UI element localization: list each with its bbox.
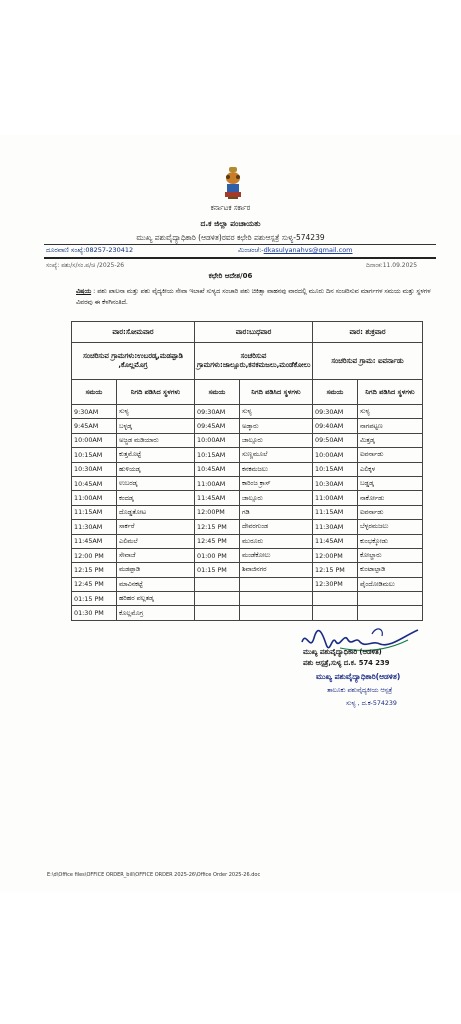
place-cell: ಸಾರ್ಕರೆ — [117, 520, 195, 534]
seal-hospital: ತಾಲೂಕು ಪಶುವೈದ್ಯಕೀಯ ಆಸ್ಪತ್ರೆ — [327, 687, 393, 694]
time-cell: 11:15AM — [72, 505, 117, 519]
time-cell: 10:45AM — [195, 462, 240, 476]
place-cell: ಬಳ್ಳಡ್ಕ — [117, 419, 195, 433]
place-cell: ಹುಳಿಯಡ್ಕ — [117, 462, 195, 476]
place-cell — [240, 606, 313, 620]
time-cell: 01:30 PM — [72, 606, 117, 620]
schedule-row — [72, 491, 423, 505]
time-cell: 10:00AM — [72, 433, 117, 447]
place-cell: ಗಡಿ — [240, 505, 313, 519]
place-cell: ಐವರ್ನಾಡು — [358, 505, 423, 519]
file-path-footer: E:\d\Office files\OFFICE ORDER_bill\OFFICE ORDER 2025-26\Office Order 2025-26.doc — [47, 872, 261, 878]
time-cell: 10:45AM — [72, 476, 117, 490]
schedule-row — [72, 405, 423, 419]
time-cell: 11:00AM — [72, 491, 117, 505]
place-cell: ಕುಂಭಕ್ಕೋಡು — [358, 534, 423, 548]
schedule-row — [72, 606, 423, 620]
schedule-row — [72, 448, 423, 462]
villages-friday: ಸಂಚರಿಸುವ ಗ್ರಾಮ: ಐವರ್ನಾಡು — [313, 343, 423, 380]
signatory-address: ಪಶು ಆಸ್ಪತ್ರೆ,ಸುಳ್ಯ ದ.ಕ. 574 239 — [303, 659, 390, 667]
time-cell: 09:30AM — [313, 405, 358, 419]
place-cell: ಸುಣ್ಣಮೂಲೆ — [240, 448, 313, 462]
time-cell: 10:30AM — [313, 476, 358, 490]
place-cell: ಜಾಲ್ಸೂರು — [240, 433, 313, 447]
time-cell: 12:00PM — [195, 505, 240, 519]
day-monday: ವಾರ:ಸೋಮವಾರ — [72, 322, 195, 343]
place-cell: ಹರಿಹರ ಪಲ್ಲತಡ್ಕ — [117, 592, 195, 606]
time-cell: 9:30AM — [72, 405, 117, 419]
schedule-row — [72, 419, 423, 433]
time-cell: 12:00PM — [313, 548, 358, 562]
email-label: ಮಿಂಚಂಚೆ:- — [238, 246, 264, 254]
order-title: ಕಛೇರಿ ಆದೇಶ/06 — [208, 272, 253, 280]
time-cell: 09:50AM — [313, 433, 358, 447]
header-rule — [44, 257, 436, 259]
col-time: ಸಮಯ — [313, 380, 358, 405]
time-cell: 10:30AM — [72, 462, 117, 476]
col-place: ನಿಗದಿ ಪಡಿಸಿದ ಸ್ಥಳಗಳು — [240, 380, 313, 405]
time-cell: 11:45AM — [72, 534, 117, 548]
time-cell: 09:30AM — [195, 405, 240, 419]
place-cell: ಕನಕಮಜಲು — [240, 462, 313, 476]
place-cell: ಉಬರಡ್ಕ — [117, 476, 195, 490]
schedule-row — [72, 548, 423, 562]
place-cell: ನಾಗಪಟ್ಟಣ — [358, 419, 423, 433]
villages-wednesday: ಸಂಚರಿಸುವ ಗ್ರಾಮಗಳು:ಜಾಲ್ಸೂರು,ಕನಕಮಜಲು,ಮಂಡೆಕೋಲು — [195, 343, 313, 380]
time-cell: 12:00 PM — [72, 548, 117, 562]
time-cell — [313, 606, 358, 620]
schedule-body — [72, 405, 423, 621]
time-cell: 12:45 PM — [72, 577, 117, 591]
schedule-row — [72, 577, 423, 591]
place-cell: ಬಡ್ಡಡ್ಕ — [358, 476, 423, 490]
place-cell: ಅಜ್ಜಡ ಮಡಿಯಾರು — [117, 433, 195, 447]
time-cell: 12:30PM — [313, 577, 358, 591]
time-cell: 9:45AM — [72, 419, 117, 433]
phone-number: 08257-230412 — [85, 246, 134, 254]
place-cell: ದೇವರಗುಂಡ — [240, 520, 313, 534]
time-cell — [313, 592, 358, 606]
reference-number: ಸಂಖ್ಯೆ: ಪಶು/ಸ/ಸಂ.ಪ/ಚಿ /2025-26 — [46, 262, 125, 269]
order-date: ದಿನಾಂಕ:11.09.2025 — [366, 262, 418, 269]
time-cell: 12:15 PM — [195, 520, 240, 534]
place-cell: ಮಿತ್ತಡ್ಕ — [358, 433, 423, 447]
place-cell: ಎಲಿಕ್ಕಳ — [358, 462, 423, 476]
time-cell: 12:45 PM — [195, 534, 240, 548]
place-cell: ಜಾಲ್ಸೂರು — [240, 491, 313, 505]
place-cell: ಸುಳ್ಯ — [240, 405, 313, 419]
time-cell: 01:00 PM — [195, 548, 240, 562]
place-cell: ದೊಡ್ಡತೋಟ — [117, 505, 195, 519]
time-cell: 01:15 PM — [195, 563, 240, 577]
place-cell: ಸುಳ್ಯ — [117, 405, 195, 419]
schedule-row — [72, 433, 423, 447]
time-cell: 11:45AM — [313, 534, 358, 548]
district-panchayat: ದ.ಕ ಜಿಲ್ಲಾ ಪಂಚಾಯತು — [200, 219, 261, 228]
schedule-row — [72, 520, 423, 534]
schedule-row — [72, 592, 423, 606]
col-time: ಸಮಯ — [72, 380, 117, 405]
place-cell: ಬೆಳ್ಳರಮಜಲು — [358, 520, 423, 534]
place-cell — [358, 606, 423, 620]
schedule-table — [71, 321, 423, 621]
place-cell: ಮಂಡೆಕೋಲು — [240, 548, 313, 562]
time-cell — [195, 577, 240, 591]
col-time: ಸಮಯ — [195, 380, 240, 405]
time-cell: 12:15 PM — [72, 563, 117, 577]
place-cell — [358, 592, 423, 606]
time-cell: 11:15AM — [313, 505, 358, 519]
place-cell: ಕುಂಟಾಲ್ಪಾಡಿ — [358, 563, 423, 577]
col-place: ನಿಗದಿ ಪಡಿಸಿದ ಸ್ಥಳಗಳು — [117, 380, 195, 405]
place-cell: ಕಂದಡ್ಕ — [117, 491, 195, 505]
seal-designation: ಮುಖ್ಯ ಪಶುವೈದ್ಯಾಧಿಕಾರಿ(ಆಡಳಿತ) — [316, 672, 401, 681]
time-cell: 11:30AM — [72, 520, 117, 534]
place-cell: ಕಾರಿಂಜ ಕ್ರಾಸ್ — [240, 476, 313, 490]
place-cell: ಎಲಿಮಲೆ — [117, 534, 195, 548]
place-cell: ಮಾವಿನಕಟ್ಟೆ — [117, 577, 195, 591]
subject-paragraph — [76, 286, 444, 308]
column-header-row — [72, 380, 423, 405]
time-cell: 09:45AM — [195, 419, 240, 433]
schedule-row — [72, 534, 423, 548]
time-cell: 09:40AM — [313, 419, 358, 433]
place-cell: ಐವರ್ನಾಡು — [358, 448, 423, 462]
schedule-row — [72, 462, 423, 476]
header-divider — [44, 244, 436, 245]
villages-row — [72, 343, 423, 380]
time-cell: 12:15 PM — [313, 563, 358, 577]
time-cell: 11:00AM — [313, 491, 358, 505]
time-cell: 11:00AM — [195, 476, 240, 490]
place-cell: ಕೋಲ್ಚಾರು — [358, 548, 423, 562]
subject-label: ವಿಷಯ — [76, 288, 92, 295]
time-cell: 10:15AM — [72, 448, 117, 462]
place-cell: ಶಿವಾಜಿನಗರ — [240, 563, 313, 577]
subject-text: : ಪಶು ಪಾಲನಾ ಮತ್ತು ಪಶು ವೈದ್ಯಕೀಯ ಸೇವಾ ಇಲಾಖೆ ಸುಳ್ಯದ ಸಂಚಾರಿ ಪಶು ಚಿಕಿತ್ಸಾ ವಾಹನವು ವಾರದಲ್ಲಿ ಮೂರು ದಿನ ಸಂಚರಿಸುವ ಮಾರ್ಗಗಳ ಸಮಯ ಮತ್ತು ಸ್ಥಳಗಳ ವಿವರವು ಈ ಕೆಳಗಿನಂತಿದೆ. — [76, 288, 431, 306]
day-friday: ವಾರ: ಶುಕ್ರವಾರ — [313, 322, 423, 343]
time-cell: 10:00AM — [313, 448, 358, 462]
place-cell: ಕುತ್ತಮೊಟ್ಟೆ — [117, 448, 195, 462]
place-cell: ನಾರ್ಕೋಡು — [358, 491, 423, 505]
place-cell: ಸೇವಾಜೆ — [117, 548, 195, 562]
time-cell — [195, 606, 240, 620]
day-header-row — [72, 322, 423, 343]
schedule-row — [72, 505, 423, 519]
place-cell: ಕೊಲ್ಲಮೊಗ್ರ — [117, 606, 195, 620]
time-cell: 10:00AM — [195, 433, 240, 447]
signatory-designation: ಮುಖ್ಯ ಪಶುವೈದ್ಯಾಧಿಕಾರಿ (ಆಡಳಿತ) — [303, 648, 382, 656]
phone-label: ದೂರವಾಣಿ ಸಂಖ್ಯೆ: — [46, 246, 86, 254]
karnataka-emblem-icon — [222, 166, 244, 200]
place-cell — [240, 592, 313, 606]
time-cell: 11:30AM — [313, 520, 358, 534]
email-link[interactable]: dkasulyanahvs@gmail.com — [263, 246, 353, 254]
day-wednesday: ವಾರ:ಬುಧವಾರ — [195, 322, 313, 343]
state-government: ಕರ್ನಾಟಕ ಸರ್ಕಾರ — [210, 204, 251, 212]
place-cell: ಸುಳ್ಯ — [358, 405, 423, 419]
schedule-row — [72, 476, 423, 490]
time-cell: 10:15AM — [313, 462, 358, 476]
villages-monday: ಸಂಚರಿಸುವ ಗ್ರಾಮಗಳು:ಉಬರಡ್ಕ,ಮಡಪ್ಪಾಡಿ ,ಕೊಲ್ಲಮೊಗ್ರ — [72, 343, 195, 380]
seal-address: ಸುಳ್ಯ , ದ.ಕ-574239 — [346, 700, 397, 707]
time-cell: 11:45AM — [195, 491, 240, 505]
place-cell: ಮುರೂರು — [240, 534, 313, 548]
office-name: ಮುಖ್ಯ ಪಶುವೈದ್ಯಾಧಿಕಾರಿ (ಆಡಳಿತ)ರವರ ಕಛೇರಿ ಪಶುಆಸ್ಪತ್ರೆ ಸುಳ್ಯ-574239 — [136, 233, 325, 242]
place-cell: ಅಡ್ಕಾರು — [240, 419, 313, 433]
time-cell: 10:15AM — [195, 448, 240, 462]
place-cell — [240, 577, 313, 591]
place-cell: ಮಡಪ್ಪಾಡಿ — [117, 563, 195, 577]
col-place: ನಿಗದಿ ಪಡಿಸಿದ ಸ್ಥಳಗಳು — [358, 380, 423, 405]
place-cell: ಪೈಂದೋಡಿಮಲು — [358, 577, 423, 591]
schedule-row — [72, 563, 423, 577]
time-cell — [195, 592, 240, 606]
time-cell: 01:15 PM — [72, 592, 117, 606]
phone-line — [46, 246, 133, 255]
email-line — [238, 246, 353, 255]
